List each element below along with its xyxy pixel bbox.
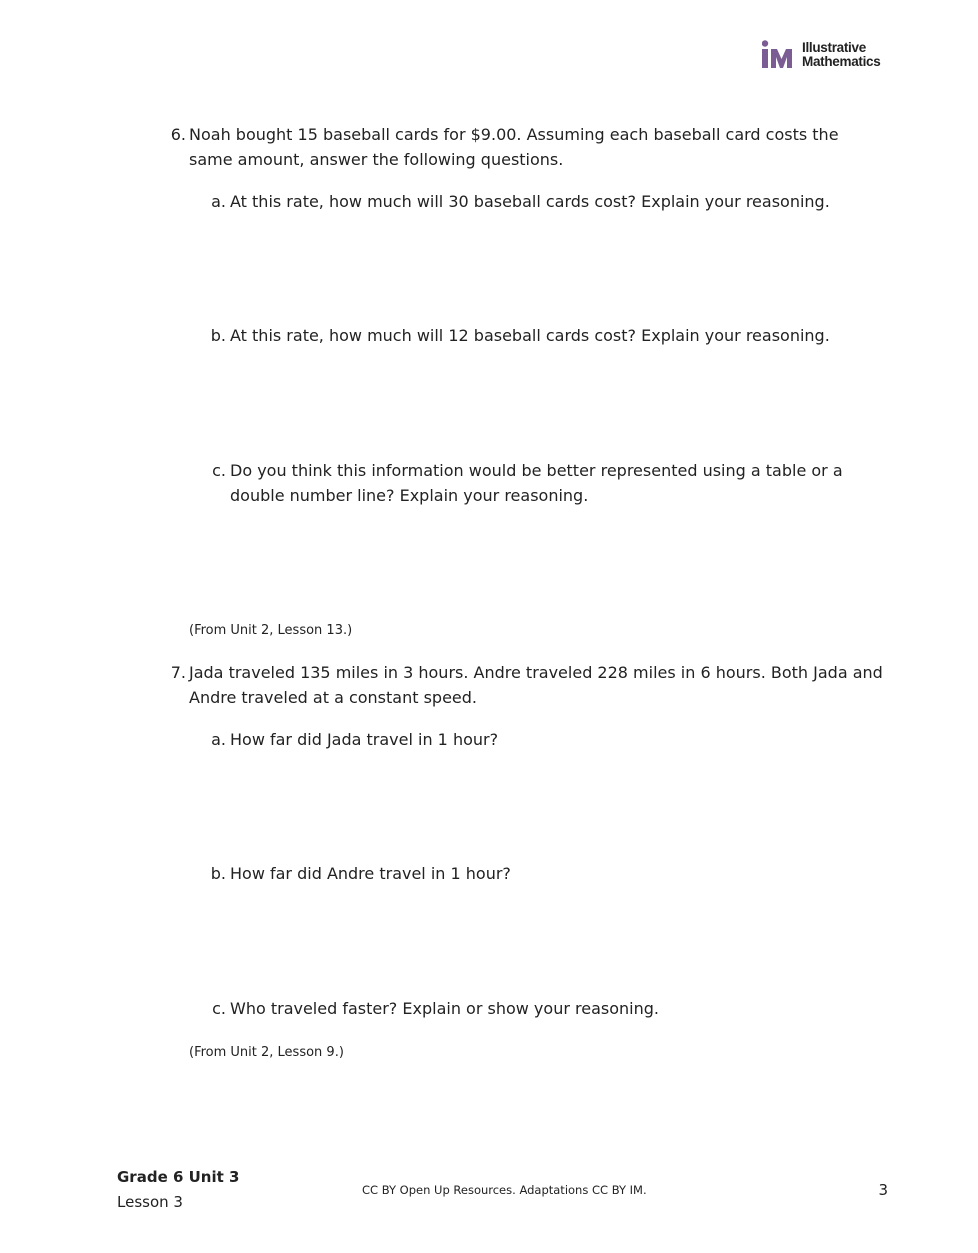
- logo-wordmark: [802, 41, 880, 69]
- footer-lesson: Lesson 3: [117, 1193, 183, 1211]
- logo-line-1: Illustrative: [802, 40, 866, 55]
- page-number: 3: [878, 1181, 888, 1199]
- part-question: At this rate, how much will 12 baseball cards cost? Explain your reasoning.: [230, 326, 830, 345]
- illustrative-mathematics-logo: [762, 40, 892, 72]
- part-question: At this rate, how much will 30 baseball cards cost? Explain your reasoning.: [230, 192, 830, 211]
- part-question-line-2: double number line? Explain your reasoning.: [230, 486, 589, 505]
- problem-stem-line-2: Andre traveled at a constant speed.: [189, 688, 478, 707]
- part-label: a.: [211, 730, 226, 749]
- part-label: b.: [210, 864, 226, 883]
- part-label: c.: [212, 461, 226, 480]
- problem-stem-line-1: Jada traveled 135 miles in 3 hours. Andre traveled 228 miles in 6 hours. Both Jada and: [189, 663, 883, 682]
- footer-license: CC BY Open Up Resources. Adaptations CC BY IM.: [362, 1183, 647, 1197]
- part-label: c.: [212, 999, 226, 1018]
- part-label: b.: [210, 326, 226, 345]
- part-question: How far did Andre travel in 1 hour?: [230, 864, 511, 883]
- problem-number: 6.: [170, 125, 186, 144]
- logo-line-2: Mathematics: [802, 54, 881, 69]
- source-reference: (From Unit 2, Lesson 13.): [189, 623, 353, 638]
- problem-number: 7.: [170, 663, 186, 682]
- problem-stem-line-1: Noah bought 15 baseball cards for $9.00. Assuming each baseball card costs the: [189, 125, 839, 144]
- source-reference: (From Unit 2, Lesson 9.): [189, 1045, 344, 1060]
- part-question-line-1: Do you think this information would be better represented using a table or a: [230, 461, 843, 480]
- footer-course: Grade 6 Unit 3: [117, 1168, 240, 1186]
- part-question: Who traveled faster? Explain or show your reasoning.: [230, 999, 659, 1018]
- part-question: How far did Jada travel in 1 hour?: [230, 730, 499, 749]
- problem-stem-line-2: same amount, answer the following questions.: [189, 150, 564, 169]
- im-logo-icon: [762, 40, 794, 70]
- part-label: a.: [211, 192, 226, 211]
